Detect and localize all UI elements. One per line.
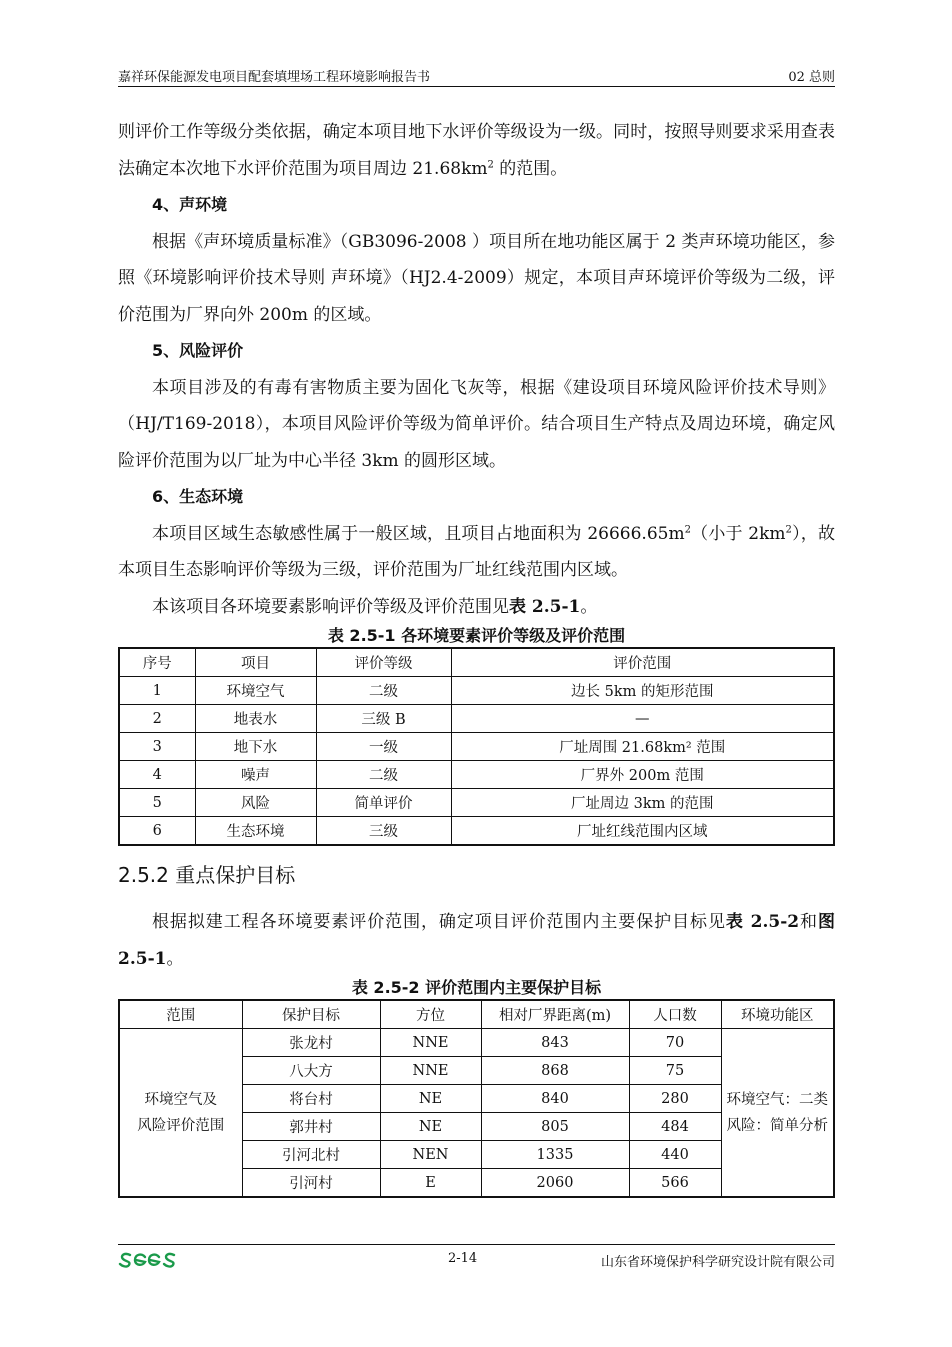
table-cell: 引河北村 xyxy=(242,1141,380,1169)
paragraph-protection-targets: 根据拟建工程各环境要素评价范围，确定项目评价范围内主要保护目标见表 2.5-2和图 2.5-1。 xyxy=(118,912,835,969)
table-row xyxy=(119,677,834,705)
table-cell: 6 xyxy=(119,817,195,846)
table-header-row xyxy=(119,1000,834,1029)
column-header: 评价等级 xyxy=(316,648,451,677)
table-cell: 厂址周边 3km 的范围 xyxy=(451,789,834,817)
table-cell: 484 xyxy=(629,1113,721,1141)
table1-caption: 表 2.5-1 各环境要素评价等级及评价范围 xyxy=(327,626,626,645)
table-row xyxy=(119,761,834,789)
table-cell: 805 xyxy=(481,1113,629,1141)
table-cell: 厂址红线范围内区域 xyxy=(451,817,834,846)
table-ref-link: 表 2.5-1 xyxy=(509,596,581,617)
table-row xyxy=(119,817,834,846)
table-cell: 5 xyxy=(119,789,195,817)
table-cell: 2 xyxy=(119,705,195,733)
table-cell: 1 xyxy=(119,677,195,705)
table-cell: 风险 xyxy=(195,789,316,817)
heading-noise: 4、声环境 xyxy=(152,195,228,214)
paragraph-ecology: 本项目区域生态敏感性属于一般区域，且项目占地面积为 $26666.65m^2$（小于 $2km^2$），故本项目生态影响评价等级为三级，评价范围为厂址红线范围内区域。 xyxy=(118,523,835,580)
column-header: 评价范围 xyxy=(451,648,834,677)
table-cell: 边长 5km 的矩形范围 xyxy=(451,677,834,705)
table-cell: 280 xyxy=(629,1085,721,1113)
table2-caption: 表 2.5-2 评价范围内主要保护目标 xyxy=(351,978,602,997)
table-cell: 843 xyxy=(481,1029,629,1057)
function-zone-cell: 环境空气：二类 风险：简单分析 xyxy=(721,1029,834,1198)
table-cell: 二级 xyxy=(316,761,451,789)
saes-logo-icon xyxy=(118,1251,178,1269)
table-cell: NNE xyxy=(380,1057,481,1085)
paragraph-risk: 本项目涉及的有毒有害物质主要为固化飞灰等，根据《建设项目环境风险评价技术导则》（HJ/T169-2018），本项目风险评价等级为简单评价。结合项目生产特点及周边环境，确定风险评价范围为以厂址为中心半径 3km 的圆形区域。 xyxy=(118,377,835,471)
table-cell: 70 xyxy=(629,1029,721,1057)
section-title: 2.5.2 重点保护目标 xyxy=(118,863,296,887)
table-cell: 840 xyxy=(481,1085,629,1113)
table-cell: 生态环境 xyxy=(195,817,316,846)
header-chapter: 02 总则 xyxy=(788,70,835,85)
table-row xyxy=(119,705,834,733)
table-cell: 厂址周围 21.68km² 范围 xyxy=(451,733,834,761)
table-cell: 环境空气 xyxy=(195,677,316,705)
heading-risk: 5、风险评价 xyxy=(152,341,244,360)
table-cell: 将台村 xyxy=(242,1085,380,1113)
paragraph-noise: 根据《声环境质量标准》（GB3096-2008 ）项目所在地功能区属于 2 类声环境功能区，参照《环境影响评价技术导则 声环境》（HJ2.4-2009）规定，本项目声环境评价等级为二级，评价范围为厂界向外 200m 的区域。 xyxy=(118,231,835,325)
page-body xyxy=(118,114,835,1198)
column-header: 人口数 xyxy=(629,1000,721,1029)
header-title: 嘉祥环保能源发电项目配套填埋场工程环境影响报告书 xyxy=(118,70,431,85)
table-cell: 75 xyxy=(629,1057,721,1085)
table-cell: 引河村 xyxy=(242,1169,380,1198)
table-cell: 噪声 xyxy=(195,761,316,789)
table-cell: 1335 xyxy=(481,1141,629,1169)
table-cell: 郭井村 xyxy=(242,1113,380,1141)
table-cell: 4 xyxy=(119,761,195,789)
table-cell: NE xyxy=(380,1113,481,1141)
table-cell: 八大方 xyxy=(242,1057,380,1085)
table-cell: NEN xyxy=(380,1141,481,1169)
evaluation-level-table xyxy=(118,647,835,846)
table-cell: 三级 B xyxy=(316,705,451,733)
column-header: 项目 xyxy=(195,648,316,677)
footer-organization: 山东省环境保护科学研究设计院有限公司 xyxy=(600,1255,835,1270)
table-cell: 440 xyxy=(629,1141,721,1169)
column-header: 方位 xyxy=(380,1000,481,1029)
table-cell: 地下水 xyxy=(195,733,316,761)
table-cell: E xyxy=(380,1169,481,1198)
table-cell: 868 xyxy=(481,1057,629,1085)
table-cell: — xyxy=(451,705,834,733)
range-cell: 环境空气及 风险评价范围 xyxy=(119,1029,242,1198)
column-header: 环境功能区 xyxy=(721,1000,834,1029)
table-cell: 二级 xyxy=(316,677,451,705)
table-cell: 厂界外 200m 范围 xyxy=(451,761,834,789)
paragraph-groundwater: 则评价工作等级分类依据，确定本项目地下水评价等级设为一级。同时，按照导则要求采用查表法确定本次地下水评价范围为项目周边 $21.68km^2$ 的范围。 xyxy=(118,122,835,179)
column-header: 保护目标 xyxy=(242,1000,380,1029)
page-footer xyxy=(118,1244,835,1275)
table-cell: 简单评价 xyxy=(316,789,451,817)
figure-ref-link: 图 2.5-1 xyxy=(118,912,835,969)
table-cell: 3 xyxy=(119,733,195,761)
table-cell: NE xyxy=(380,1085,481,1113)
table-row xyxy=(119,1029,834,1057)
table-header-row xyxy=(119,648,834,677)
table-row xyxy=(119,733,834,761)
table-row xyxy=(119,789,834,817)
column-header: 序号 xyxy=(119,648,195,677)
page-header xyxy=(118,62,835,87)
page-number: 2-14 xyxy=(448,1251,478,1266)
column-header: 范围 xyxy=(119,1000,242,1029)
table-cell: 一级 xyxy=(316,733,451,761)
table-cell: 566 xyxy=(629,1169,721,1198)
table-cell: NNE xyxy=(380,1029,481,1057)
table-cell: 地表水 xyxy=(195,705,316,733)
table-cell: 2060 xyxy=(481,1169,629,1198)
column-header: 相对厂界距离(m) xyxy=(481,1000,629,1029)
heading-ecology: 6、生态环境 xyxy=(152,487,244,506)
protection-target-table xyxy=(118,999,835,1198)
table-ref-link: 表 2.5-2 xyxy=(725,912,800,932)
paragraph-table-ref: 本该项目各环境要素影响评价等级及评价范围见表 2.5-1。 xyxy=(152,596,598,617)
table-cell: 三级 xyxy=(316,817,451,846)
table-cell: 张龙村 xyxy=(242,1029,380,1057)
